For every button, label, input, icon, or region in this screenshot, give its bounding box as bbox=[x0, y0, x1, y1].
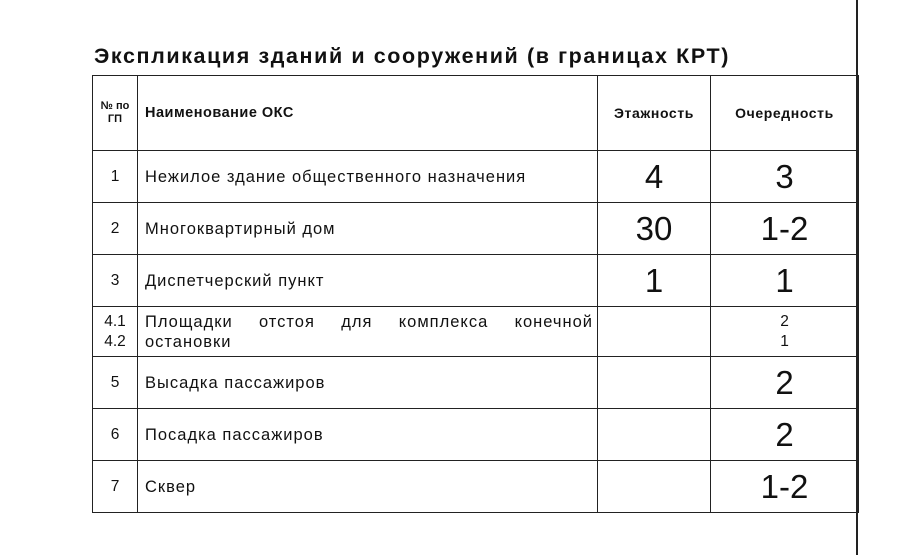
row-order-a: 2 bbox=[780, 312, 789, 330]
row-floors: 1 bbox=[598, 255, 711, 307]
row-num: 2 bbox=[93, 203, 138, 255]
table-header-row bbox=[93, 76, 859, 151]
header-name: Наименование ОКС bbox=[138, 76, 598, 151]
row-floors: 30 bbox=[598, 203, 711, 255]
row-order-b: 1 bbox=[780, 332, 789, 350]
header-floors: Этажность bbox=[598, 76, 711, 151]
header-order: Очередность bbox=[711, 76, 859, 151]
row-order: 3 bbox=[711, 151, 859, 203]
header-num: № по ГП bbox=[93, 76, 138, 151]
row-name: Диспетчерский пункт bbox=[138, 255, 598, 307]
row-order: 1-2 bbox=[711, 203, 859, 255]
row-floors bbox=[598, 357, 711, 409]
row-num bbox=[93, 307, 138, 357]
row-num: 1 bbox=[93, 151, 138, 203]
row-num: 5 bbox=[93, 357, 138, 409]
row-num-a: 4.1 bbox=[104, 312, 126, 330]
row-num: 7 bbox=[93, 461, 138, 513]
row-name: Посадка пассажиров bbox=[138, 409, 598, 461]
row-order: 1 bbox=[711, 255, 859, 307]
row-floors bbox=[598, 461, 711, 513]
row-order: 1-2 bbox=[711, 461, 859, 513]
table-row bbox=[93, 409, 859, 461]
table-row bbox=[93, 461, 859, 513]
row-order: 2 bbox=[711, 357, 859, 409]
row-name: Площадки отстоя для комплекса конечной остановки bbox=[138, 307, 598, 357]
row-name: Высадка пассажиров bbox=[138, 357, 598, 409]
table-row bbox=[93, 307, 859, 357]
table-row bbox=[93, 357, 859, 409]
row-num: 3 bbox=[93, 255, 138, 307]
row-num-b: 4.2 bbox=[104, 332, 126, 350]
row-num: 6 bbox=[93, 409, 138, 461]
row-floors: 4 bbox=[598, 151, 711, 203]
table-row bbox=[93, 255, 859, 307]
row-floors bbox=[598, 409, 711, 461]
row-name: Сквер bbox=[138, 461, 598, 513]
row-name: Нежилое здание общественного назначения bbox=[138, 151, 598, 203]
row-order bbox=[711, 307, 859, 357]
table-row bbox=[93, 151, 859, 203]
row-floors bbox=[598, 307, 711, 357]
row-name: Многоквартирный дом bbox=[138, 203, 598, 255]
page-title: Экспликация зданий и сооружений (в границах КРТ) bbox=[94, 44, 730, 68]
row-order: 2 bbox=[711, 409, 859, 461]
table-row bbox=[93, 203, 859, 255]
explication-table bbox=[92, 75, 859, 513]
